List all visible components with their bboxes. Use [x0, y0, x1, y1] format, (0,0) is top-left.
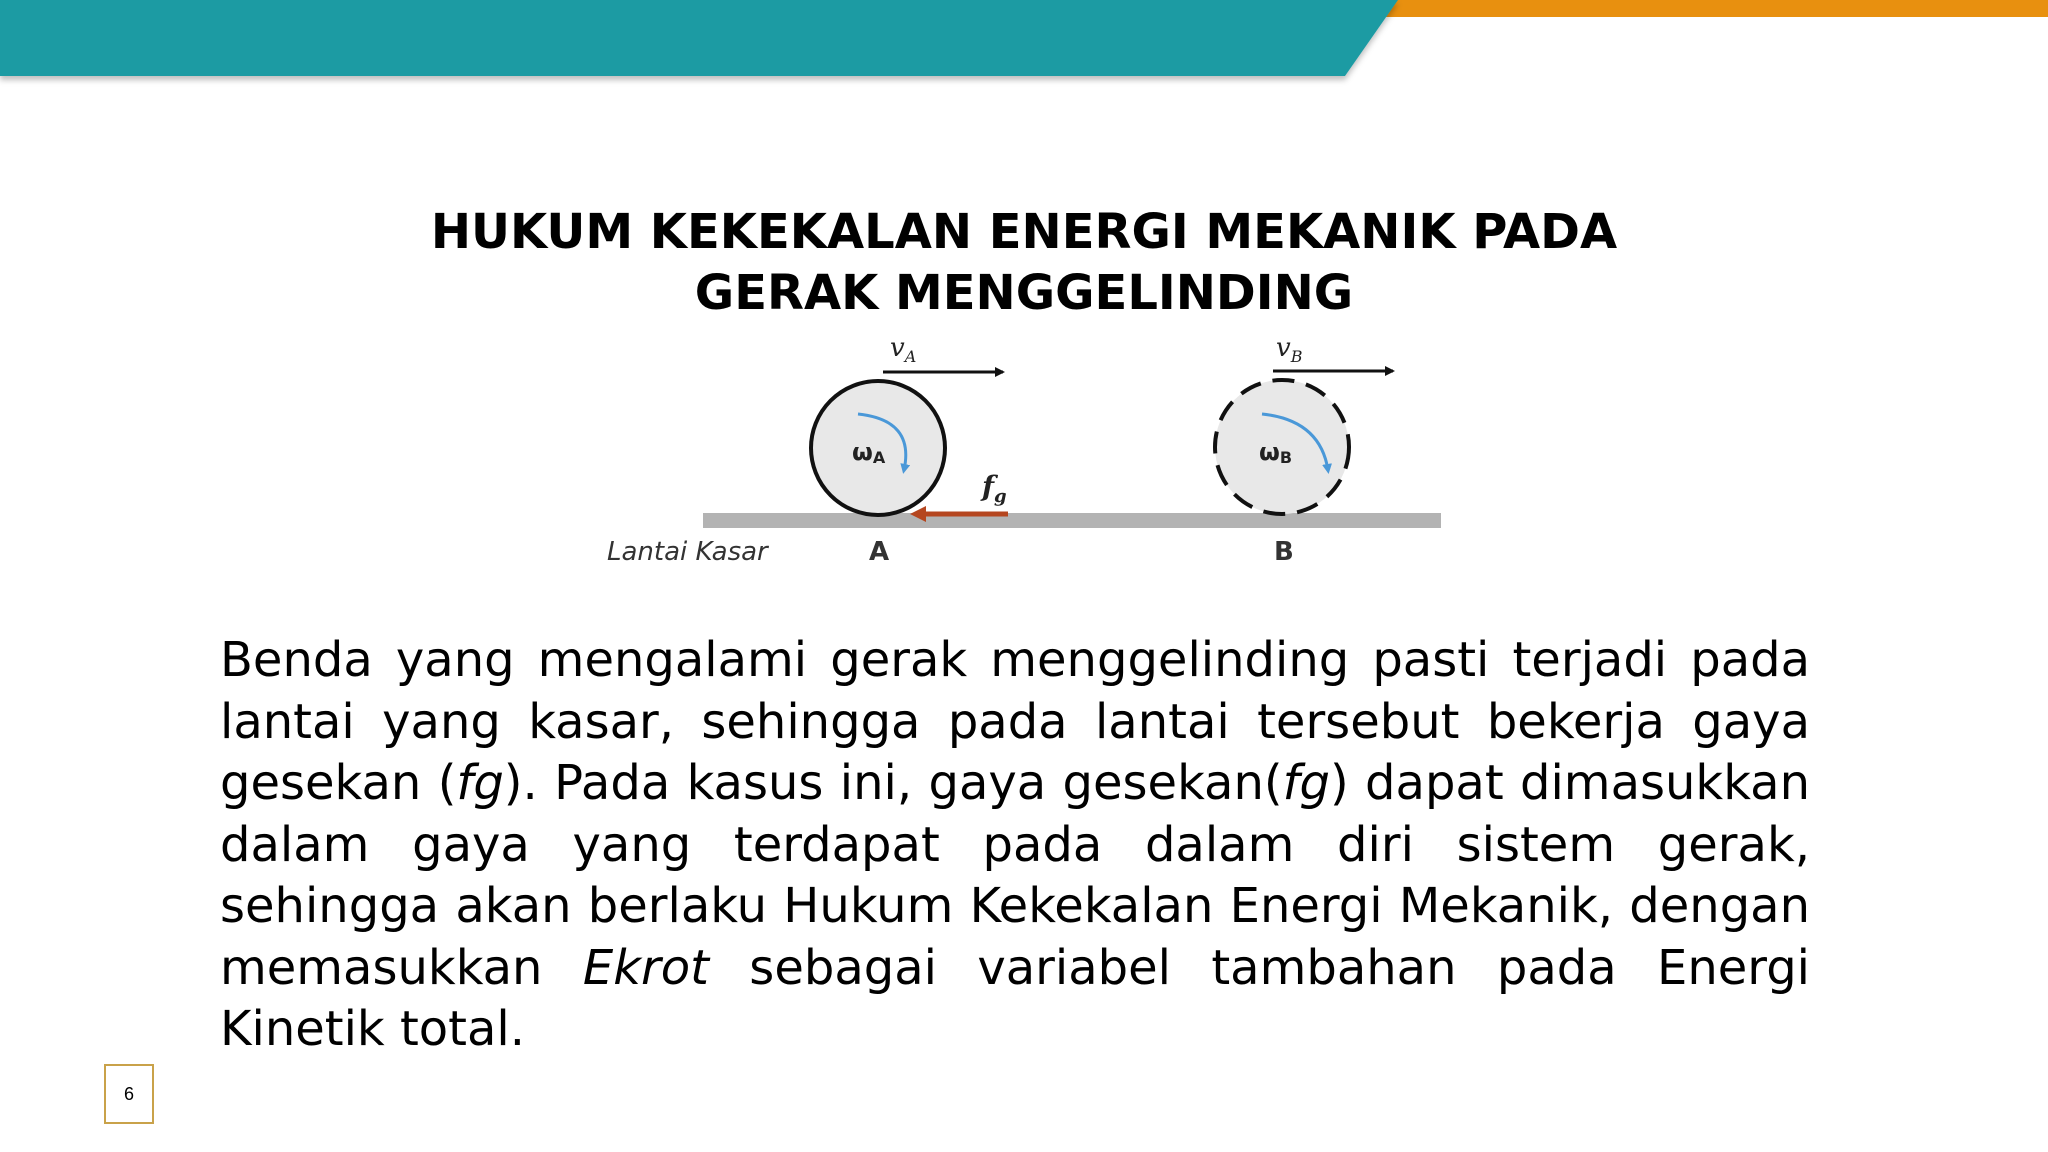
body-text-fg: fg	[456, 755, 504, 811]
body-text-segment: ). Pada kasus ini, gaya gesekan(	[503, 755, 1283, 811]
body-text-segment: ) dapat dimasukkan dalam gaya yang terdapat pada dalam diri sistem gerak, sehingga akan berlaku Hukum Kekekalan Energi Mekanik, dengan memasukkan	[220, 755, 1810, 996]
page-number: 6	[104, 1064, 154, 1124]
slide-title-line-1: HUKUM KEKEKALAN ENERGI MEKANIK PADA	[430, 204, 1618, 260]
slide-title-line-2: GERAK MENGGELINDING	[694, 265, 1354, 321]
omega-label-b: ωB	[1259, 438, 1293, 467]
body-text-segment: sebagai variabel tambahan pada Energi Kinetik total.	[220, 939, 1811, 1057]
rough-floor	[703, 513, 1441, 528]
velocity-label-a: $v_A$	[890, 333, 917, 366]
omega-label-a: ωA	[852, 438, 886, 467]
header-orange-strip	[1360, 0, 2048, 17]
body-text-ekrot: Ekrot	[582, 939, 709, 996]
point-a-label: A	[869, 537, 890, 567]
wheel-b	[1215, 380, 1349, 514]
header-teal-bar	[0, 0, 1398, 76]
body-text-segment: Benda yang mengalami gerak menggelinding pasti terjadi pada lantai yang kasar, sehingga pada lantai tersebut bekerja gaya gesekan (	[220, 632, 1810, 811]
slide-title	[0, 202, 2048, 324]
velocity-label-b: $v_B$	[1276, 333, 1303, 366]
point-b-label: B	[1274, 537, 1294, 567]
friction-label: $f_g$	[982, 470, 1007, 507]
header-band	[0, 0, 2048, 90]
floor-label: Lantai Kasar	[607, 537, 768, 567]
rolling-diagram	[600, 326, 1460, 576]
body-paragraph	[220, 630, 1810, 1061]
body-text-fg: fg	[1282, 755, 1330, 811]
